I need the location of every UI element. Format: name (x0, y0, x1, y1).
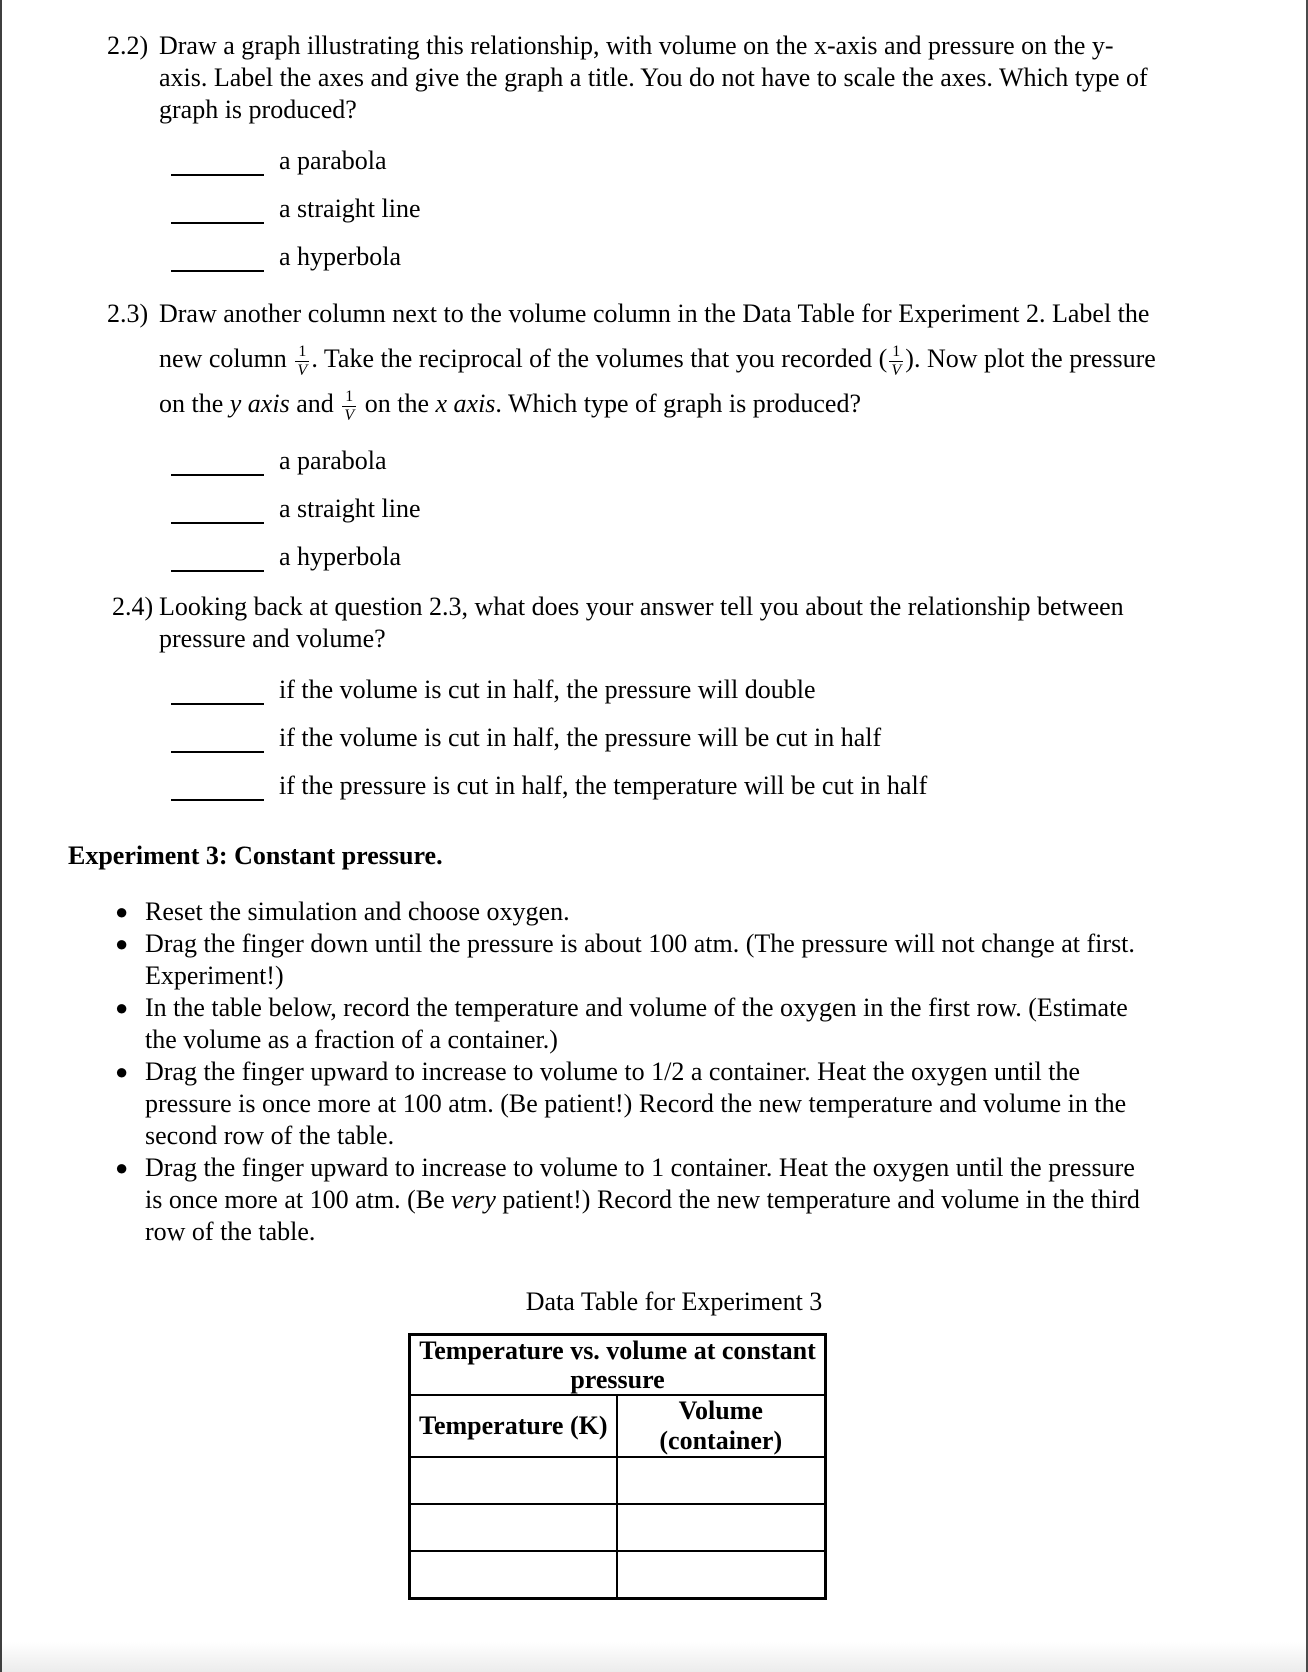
answer-blank (171, 244, 264, 272)
table-row (410, 1504, 826, 1551)
option-label: if the volume is cut in half, the pressure will be cut in half (279, 723, 882, 752)
procedure-list (115, 896, 1156, 1248)
question-number: 2.4) (112, 592, 154, 621)
bullet-icon: ● (115, 1059, 129, 1084)
column-header-volume: Volume (container) (617, 1395, 826, 1457)
bullet-icon: ● (115, 1155, 129, 1180)
bullet-icon: ● (115, 931, 129, 956)
question-text: Looking back at question 2.3, what does your answer tell you about the relationship between pressure and volume? (159, 592, 1124, 653)
option-label: a parabola (279, 146, 387, 175)
experiment-3-data-table (408, 1333, 827, 1600)
option-label: a parabola (279, 446, 387, 475)
list-item: ● Drag the finger down until the pressure is about 100 atm. (The pressure will not change at first. Experiment!) (115, 929, 1135, 990)
list-item: ● Reset the simulation and choose oxygen. (115, 897, 570, 926)
answer-blank (171, 148, 264, 176)
option-row (171, 145, 1156, 177)
option-row (171, 445, 1156, 477)
one-over-v-fraction: $\frac{1}{V}$ (295, 343, 309, 379)
option-row (171, 193, 1156, 225)
answer-options (171, 674, 1156, 802)
answer-blank (171, 448, 264, 476)
option-row (171, 541, 1156, 573)
italic-x-axis: x axis (435, 389, 496, 418)
data-table-caption: Data Table for Experiment 3 (525, 1287, 823, 1316)
answer-blank (171, 196, 264, 224)
table-header-row (410, 1395, 826, 1457)
question-2-2 (107, 30, 1156, 289)
question-number: 2.3) (107, 299, 149, 328)
table-row (410, 1457, 826, 1504)
list-item: ● Drag the finger upward to increase to volume to 1/2 a container. Heat the oxygen until the pressure is once more at 100 atm. (Be patient!) Record the new temperature and volume in the second row of the table. (115, 1057, 1127, 1150)
italic-y-axis: y axis (229, 389, 290, 418)
temperature-cell (410, 1504, 617, 1551)
answer-blank (171, 496, 264, 524)
answer-options (171, 145, 1156, 273)
table-title: Temperature vs. volume at constant pressure (410, 1335, 826, 1396)
answer-blank (171, 773, 264, 801)
table-title-row (410, 1335, 826, 1396)
option-row (171, 770, 1156, 802)
option-label: a hyperbola (279, 242, 402, 271)
option-row (171, 674, 1156, 706)
option-label: a straight line (279, 194, 421, 223)
option-row (171, 241, 1156, 273)
option-label: a hyperbola (279, 542, 402, 571)
one-over-v-fraction: $\frac{1}{V}$ (342, 388, 356, 424)
question-2-4 (112, 591, 1156, 818)
option-row (171, 493, 1156, 525)
volume-cell (617, 1504, 826, 1551)
answer-blank (171, 725, 264, 753)
volume-cell (617, 1551, 826, 1599)
one-over-v-fraction: $\frac{1}{V}$ (889, 343, 903, 379)
volume-cell (617, 1457, 826, 1504)
option-label: if the volume is cut in half, the pressure will double (279, 675, 816, 704)
bullet-icon: ● (115, 899, 129, 924)
column-header-temperature: Temperature (K) (410, 1395, 617, 1457)
option-label: if the pressure is cut in half, the temperature will be cut in half (279, 771, 928, 800)
option-label: a straight line (279, 494, 421, 523)
experiment-3-heading: Experiment 3: Constant pressure. (68, 841, 443, 870)
list-item: ● In the table below, record the temperature and volume of the oxygen in the first row. (Estimate the volume as a fraction of a container.) (115, 993, 1128, 1054)
question-number: 2.2) (107, 31, 149, 60)
question-text: Draw another column next to the volume column in the Data Table for Experiment 2. Label the new column $\frac{1}{V}$ . Take the reciprocal of the volumes that you recorded ( $\frac{1}{V}$ ). Now plot the pressure on the y axis and $\frac{1}{V}$ on the x axis. Which type of graph is produced? (159, 299, 1156, 424)
answer-blank (171, 544, 264, 572)
answer-blank (171, 677, 264, 705)
bullet-icon: ● (115, 995, 129, 1020)
option-row (171, 722, 1156, 754)
question-text: Draw a graph illustrating this relationship, with volume on the x-axis and pressure on the y-axis. Label the axes and give the graph a title. You do not have to scale the axes. Which type of graph is produced? (159, 31, 1148, 124)
temperature-cell (410, 1457, 617, 1504)
temperature-cell (410, 1551, 617, 1599)
question-2-3 (107, 291, 1156, 589)
italic-very: very (451, 1185, 496, 1214)
list-item: ● Drag the finger upward to increase to volume to 1 container. Heat the oxygen until the pressure is once more at 100 atm. (Be very patient!) Record the new temperature and volume in the third row of the table. (115, 1153, 1140, 1246)
table-row (410, 1551, 826, 1599)
answer-options (171, 445, 1156, 573)
